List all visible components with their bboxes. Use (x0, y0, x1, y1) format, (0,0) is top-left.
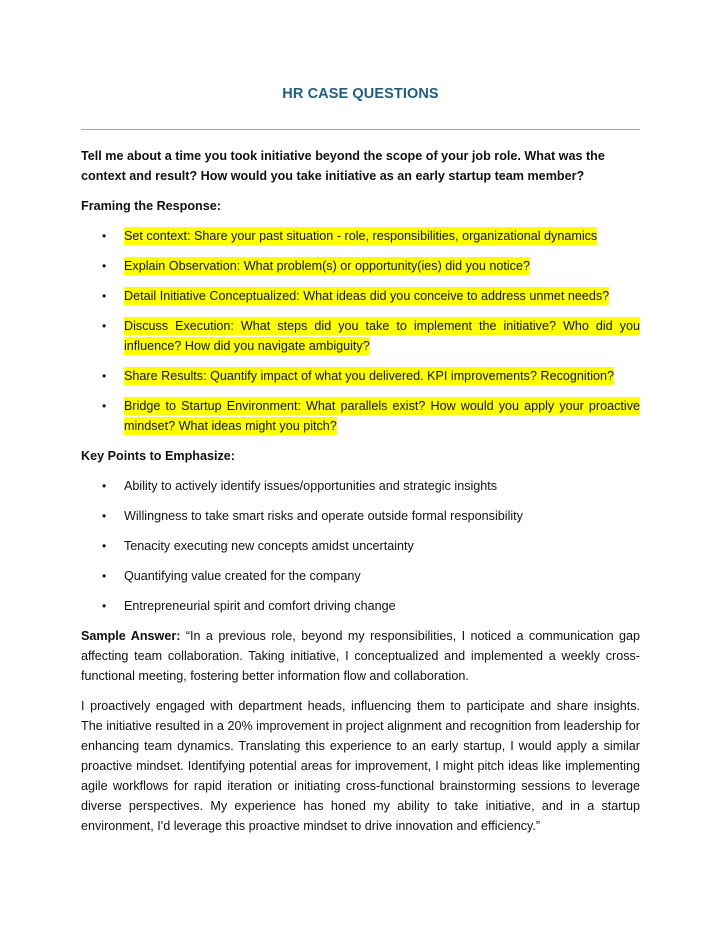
key-point-item (81, 476, 640, 496)
bullet-icon: • (102, 569, 107, 583)
framing-item-text: Bridge to Startup Environment: What parallels exist? How would you apply your proactive mindset? What ideas might you pitch? (124, 399, 640, 433)
document-page (81, 0, 640, 836)
sample-answer (81, 626, 640, 686)
framing-item-text: Discuss Execution: What steps did you take to implement the initiative? Who did you influence? How did you navigate ambiguity? (124, 319, 640, 353)
bullet-icon: • (102, 369, 107, 383)
key-point-text: Ability to actively identify issues/opportunities and strategic insights (124, 479, 498, 493)
framing-item (81, 396, 640, 436)
framing-list (81, 226, 640, 436)
question-text: Tell me about a time you took initiative beyond the scope of your job role. What was the context and result? How would you take initiative as an early startup team member? (81, 149, 605, 183)
bullet-icon: • (102, 399, 107, 413)
key-points-list (81, 476, 640, 616)
sample-answer-label: Sample Answer: (81, 629, 181, 643)
bullet-icon: • (102, 539, 107, 553)
bullet-icon: • (102, 289, 107, 303)
key-point-text: Tenacity executing new concepts amidst uncertainty (124, 539, 414, 553)
key-point-text: Quantifying value created for the company (124, 569, 361, 583)
sample-answer-paragraph-2: I proactively engaged with department heads, influencing them to participate and share insights. The initiative resulted in a 20% improvement in project alignment and recognition from leadership for enhancing team dynamics. Translating this experience to an early startup, I would apply a similar proactive mindset. Identifying potential areas for improvement, I might pitch ideas like implementing agile workflows for rapid iteration or initiating cross-functional brainstorming sessions to leverage diverse perspectives. My experience has honed my ability to take initiative, and in a startup environment, I'd leverage this proactive mindset to drive innovation and efficiency.” (81, 699, 640, 833)
bullet-icon: • (102, 599, 107, 613)
key-point-item (81, 596, 640, 616)
bullet-icon: • (102, 229, 107, 243)
key-points-heading: Key Points to Emphasize: (81, 449, 235, 463)
bullet-icon: • (102, 479, 107, 493)
key-point-item (81, 506, 640, 526)
framing-heading: Framing the Response: (81, 199, 221, 213)
framing-item-text: Share Results: Quantify impact of what you delivered. KPI improvements? Recognition? (124, 369, 615, 383)
key-point-text: Willingness to take smart risks and operate outside formal responsibility (124, 509, 523, 523)
framing-item (81, 226, 640, 246)
key-point-item (81, 536, 640, 556)
bullet-icon: • (102, 509, 107, 523)
framing-item (81, 316, 640, 356)
framing-item-text: Explain Observation: What problem(s) or opportunity(ies) did you notice? (124, 259, 530, 273)
framing-item-text: Detail Initiative Conceptualized: What ideas did you conceive to address unmet needs? (124, 289, 610, 303)
bullet-icon: • (102, 319, 107, 333)
framing-item (81, 366, 640, 386)
key-point-text: Entrepreneurial spirit and comfort driving change (124, 599, 396, 613)
framing-item-text: Set context: Share your past situation - role, responsibilities, organizational dynamics (124, 229, 598, 243)
framing-item (81, 256, 640, 276)
sample-answer-text: “In a previous role, beyond my responsibilities, I noticed a communication gap affecting team collaboration. Taking initiative, I conceptualized and implemented a weekly cross-functional meeting, fostering better information flow and collaboration. (81, 629, 641, 683)
bullet-icon: • (102, 259, 107, 273)
page-title: HR CASE QUESTIONS (282, 86, 439, 102)
key-point-item (81, 566, 640, 586)
horizontal-divider (81, 129, 640, 130)
framing-item (81, 286, 640, 306)
